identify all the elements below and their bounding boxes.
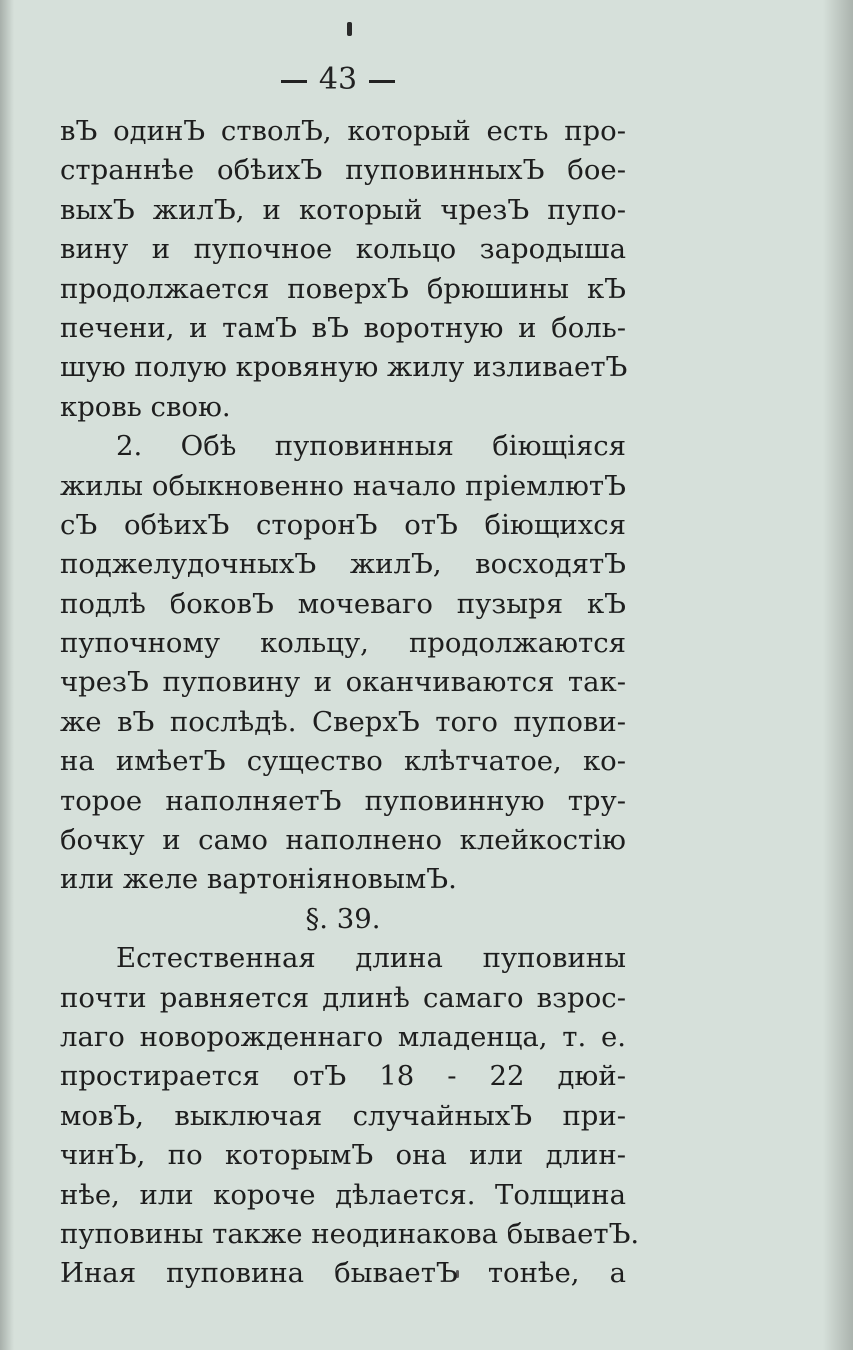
text-line: же вЪ послѣдѣ. СверхЪ того пупови- bbox=[60, 705, 626, 738]
text-line: сЪ обѣихЪ сторонЪ отЪ біющихся bbox=[60, 508, 626, 541]
text-line: пупочному кольцу, продолжаются bbox=[60, 627, 626, 660]
text-line: на имѣетЪ существо клѣтчатое, ко- bbox=[60, 745, 626, 778]
text-line: жилы обыкновенно начало пріемлютЪ bbox=[60, 469, 626, 502]
text-line: подлѣ боковЪ мочеваго пузыря кЪ bbox=[60, 587, 626, 620]
page-gutter-shadow bbox=[0, 0, 14, 1350]
header-dash-right bbox=[369, 80, 395, 83]
text-line: нѣе, или короче дѣлается. Толщина bbox=[60, 1178, 626, 1211]
text-line: Естественная длина пуповины bbox=[116, 942, 626, 975]
text-line: продолжается поверхЪ брюшины кЪ bbox=[60, 272, 626, 305]
text-line: мовЪ, выключая случайныхЪ при- bbox=[60, 1099, 626, 1132]
text-line: поджелудочныхЪ жилЪ, восходятЪ bbox=[60, 548, 626, 581]
text-line: выхЪ жилЪ, и который чрезЪ пупо- bbox=[60, 193, 626, 226]
text-line: лаго новорожденнаго младенца, т. е. bbox=[60, 1020, 626, 1053]
body-text bbox=[60, 112, 640, 1294]
text-line: простирается отЪ 18 - 22 дюй- bbox=[60, 1060, 626, 1093]
section-heading: §. 39. bbox=[305, 902, 381, 935]
page-number: 43 bbox=[318, 62, 358, 97]
text-line: шую полую кровяную жилу изливаетЪ bbox=[60, 351, 628, 384]
text-line: вину и пупочное кольцо зародыша bbox=[60, 233, 626, 266]
text-line: печени, и тамЪ вЪ воротную и боль- bbox=[60, 311, 626, 344]
text-line: или желе вартоніяновымЪ. bbox=[60, 863, 457, 896]
text-line: чрезЪ пуповину и оканчиваются так- bbox=[60, 666, 626, 699]
text-line: 2. Обѣ пуповинныя біющіяся bbox=[116, 430, 626, 463]
text-line: почти равняется длинѣ самаго взрос- bbox=[60, 981, 626, 1014]
text-line: Иная пуповина бываетЪ тонѣе, а bbox=[60, 1257, 626, 1290]
ink-mark bbox=[347, 22, 352, 36]
page-edge-shadow bbox=[823, 0, 853, 1350]
text-line: торое наполняетЪ пуповинную тру- bbox=[60, 784, 626, 817]
text-line: кровь свою. bbox=[60, 390, 231, 423]
text-line: пуповины также неодинакова бываетЪ. bbox=[60, 1217, 640, 1250]
text-line: чинЪ, по которымЪ она или длин- bbox=[60, 1139, 626, 1172]
header-dash-left bbox=[281, 80, 307, 83]
text-line: бочку и само наполнено клейкостію bbox=[60, 824, 626, 857]
page-header bbox=[258, 62, 418, 97]
text-line: страннѣе обѣихЪ пуповинныхЪ бое- bbox=[60, 154, 626, 187]
text-line: вЪ одинЪ стволЪ, который есть про- bbox=[60, 115, 626, 147]
